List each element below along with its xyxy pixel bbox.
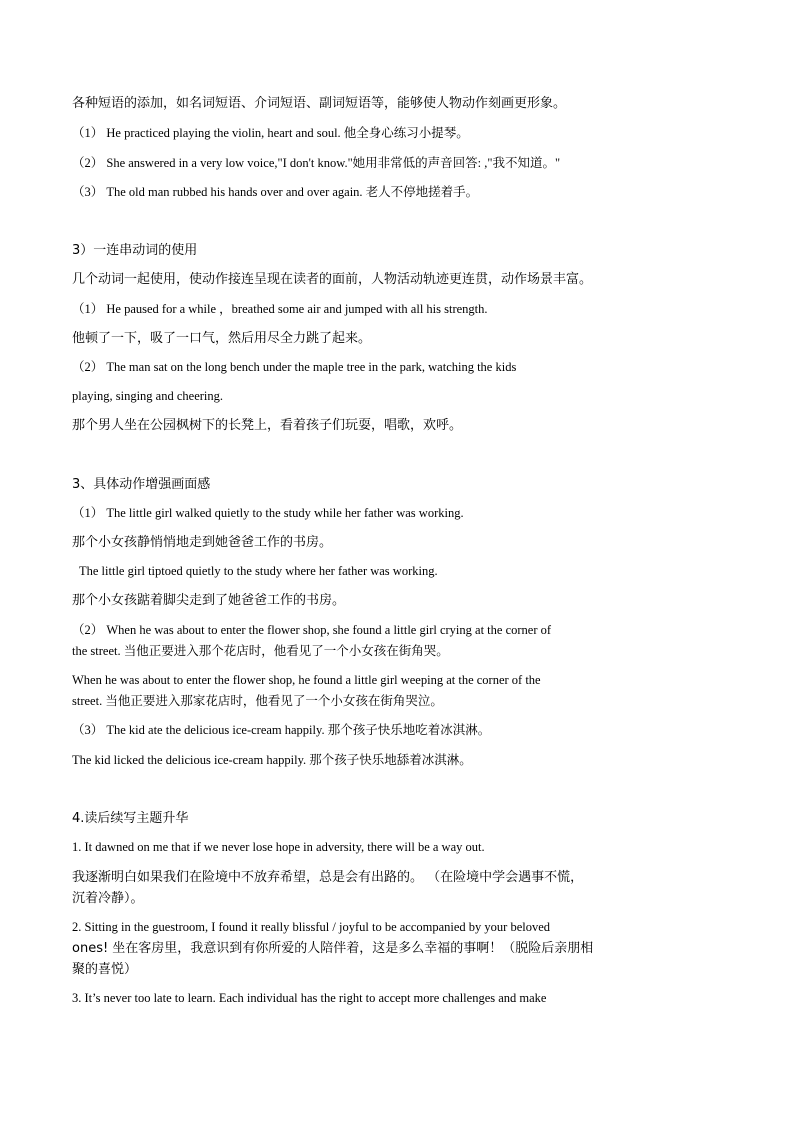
intro-phrases-text: 各种短语的添加，如名词短语、介词短语、副词短语等，能够使人物动作刻画更形象。	[72, 96, 567, 111]
verbs-description: 几个动词一起使用，使动作接连呈现在读者的面前，人物活动轨迹更连贯，动作场景丰富。	[72, 272, 593, 287]
example-phrase-1: （1） He practiced playing the violin, heart and soul. 他全身心练习小提琴。	[72, 126, 469, 140]
verbs-example-1-zh: 他顿了一下，吸了一口气，然后用尽全力跳了起来。	[72, 331, 372, 346]
example-phrase-3: （3） The old man rubbed his hands over and over again. 老人不停地搓着手。	[72, 185, 479, 199]
actions-example-2-line2: the street. 当他正要进入那个花店时，他看见了一个小女孩在街角哭。	[72, 644, 449, 658]
verbs-example-1-en: （1） He paused for a while ，breathed some air and jumped with all his strength.	[72, 302, 488, 316]
theme-item-1-en: 1. It dawned on me that if we never lose hope in adversity, there will be a way out.	[72, 840, 485, 854]
theme-item-2-line3: 聚的喜悦）	[72, 962, 138, 977]
theme-item-2-line1: 2. Sitting in the guestroom, I found it really blissful / joyful to be accompanied by your beloved	[72, 920, 551, 934]
theme-item-1-zh-line2: 沉着冷静）。	[72, 891, 144, 906]
section-heading-verbs: 3）一连串动词的使用	[72, 243, 198, 258]
actions-example-3-improved: The kid licked the delicious ice-cream happily. 那个孩子快乐地舔着冰淇淋。	[72, 753, 472, 767]
theme-item-1-zh-line1: 我逐渐明白如果我们在险境中不放弃希望，总是会有出路的。 （在险境中学会遇事不慌，	[72, 870, 584, 885]
actions-example-2-improved-line2: street. 当他正要进入那家花店时，他看见了一个小女孩在街角哭泣。	[72, 694, 443, 708]
actions-example-3: （3） The kid ate the delicious ice-cream happily. 那个孩子快乐地吃着冰淇淋。	[72, 723, 491, 737]
actions-example-1-en: （1） The little girl walked quietly to the study while her father was working.	[72, 506, 464, 520]
verbs-example-2-en-line2: playing, singing and cheering.	[72, 389, 224, 403]
verbs-example-2-zh: 那个男人坐在公园枫树下的长凳上，看着孩子们玩耍，唱歌，欢呼。	[72, 418, 463, 433]
section-heading-theme: 4.读后续写主题升华	[72, 811, 189, 826]
verbs-example-2-en-line1: （2） The man sat on the long bench under the maple tree in the park, watching the kids	[72, 360, 517, 374]
theme-item-2-line2: ones! 坐在客房里，我意识到有你所爱的人陪伴着，这是多么幸福的事啊！（脱险后亲朋相	[72, 941, 594, 956]
example-phrase-2: （2） She answered in a very low voice,"I don't know."她用非常低的声音回答: ,"我不知道。"	[72, 156, 561, 170]
actions-example-2-improved-line1: When he was about to enter the flower shop, he found a little girl weeping at the corner of the	[72, 673, 541, 687]
theme-item-3-line1: 3. It’s never too late to learn. Each individual has the right to accept more challenges and make	[72, 991, 547, 1005]
actions-example-1-improved-zh: 那个小女孩踮着脚尖走到了她爸爸工作的书房。	[72, 593, 346, 608]
actions-example-1-improved-en: The little girl tiptoed quietly to the study where her father was working.	[79, 564, 438, 578]
section-heading-actions: 3、具体动作增强画面感	[72, 477, 211, 492]
actions-example-1-zh: 那个小女孩静悄悄地走到她爸爸工作的书房。	[72, 535, 333, 550]
actions-example-2-line1: （2） When he was about to enter the flower shop, she found a little girl crying at the corner of	[72, 623, 552, 637]
